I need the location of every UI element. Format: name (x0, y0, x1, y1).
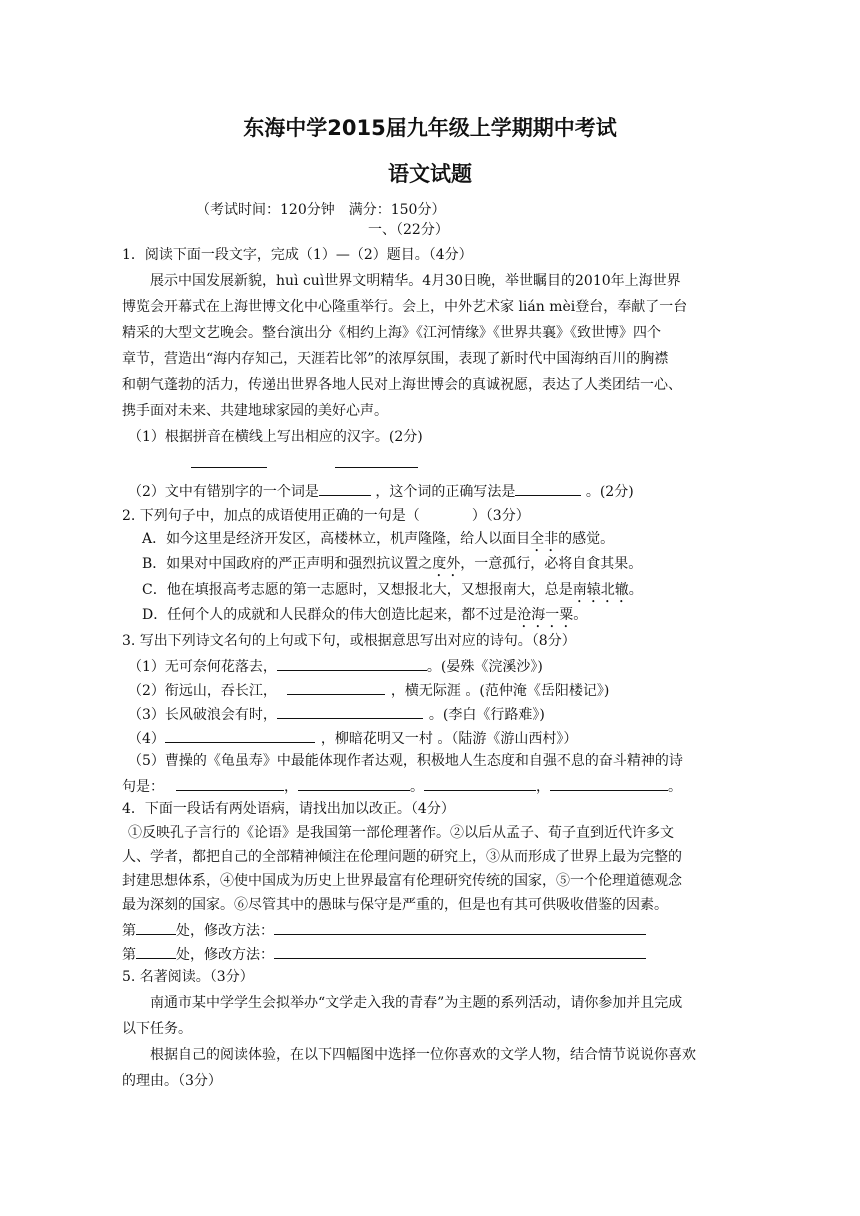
option-text: 的感觉。 (558, 531, 615, 547)
q3-blank[interactable] (424, 775, 536, 791)
q4-text: 处，修改方法： (176, 923, 274, 939)
q1-sub2-text: （2）文中有错别字的一个词是 (128, 484, 319, 500)
q4-blank-position[interactable] (136, 943, 176, 959)
q4-fix-line-1 (122, 919, 646, 941)
q1-passage-line: 和朝气蓬勃的活力，传递出世界各地人民对上海世博会的真诚祝愿，表达了人类团结一心、 (122, 377, 682, 393)
q3-text: ， (536, 779, 550, 795)
option-text: 。 (628, 582, 643, 598)
q3-blank[interactable] (165, 727, 315, 743)
q2-stem-text: 2. 下列句子中，加点的成语使用正确的一句是（ (122, 508, 420, 524)
option-text: ，一意孤行，必将自食其果。 (460, 556, 643, 572)
q3-text: 。(李白《行路难》) (428, 707, 545, 723)
q5-paragraph-line: 以下任务。 (122, 1021, 192, 1037)
q1-passage-line: 章节，营造出“海内存知己，天涯若比邻”的浓厚氛围，表现了新时代中国海纳百川的胸襟 (122, 351, 669, 367)
q2-option-c (142, 580, 643, 606)
q3-text: 。 (410, 779, 424, 795)
q2-option-a (142, 529, 614, 555)
q4-blank-fix[interactable] (274, 919, 646, 935)
q1-passage-line: 博览会开幕式在上海世博文化中心隆重举行。会上，中外艺术家 lián mèi登台，奉献了一台 (122, 299, 688, 315)
q4-text-line: 人、学者，都把自己的全部精神倾注在伦理问题的研究上，③从而形成了世界上最为完整的 (122, 849, 682, 865)
q3-line-5: （5）曹操的《龟虽寿》中最能体现作者达观，积极地人生态度和自强不息的奋斗精神的诗 (128, 753, 683, 769)
q3-text: 。 (668, 779, 682, 795)
q3-line-4 (128, 727, 577, 749)
q3-text: （1）无可奈何花落去， (128, 659, 277, 675)
q3-text: （3）长风破浪会有时， (128, 707, 277, 723)
option-dotted-idiom: 度外 (432, 556, 461, 572)
q5-paragraph-line: 的理由。（3分） (122, 1073, 222, 1089)
q3-text: （4） (128, 731, 165, 747)
exam-subtitle: 语文试题 (388, 162, 472, 186)
q1-sub2-text: 。(2分) (585, 484, 634, 500)
q1-sub2-blank-2[interactable] (515, 480, 581, 496)
q3-text: （2）衔远山，吞长江， (128, 683, 277, 699)
q1-blank-2[interactable] (335, 452, 418, 474)
q3-line-2 (128, 679, 609, 701)
q3-line-6 (122, 775, 682, 797)
q1-passage-line: 携手面对未来、共建地球家园的美好心声。 (122, 403, 388, 419)
q3-text: 句是： (122, 779, 164, 795)
q3-blank[interactable] (287, 679, 385, 695)
q1-sub2-text: ，这个词的正确写法是 (375, 484, 516, 500)
q5-paragraph-line: 根据自己的阅读体验，在以下四幅图中选择一位你喜欢的文学人物，结合情节说说你喜欢 (150, 1047, 696, 1063)
section-heading: 一、（22分） (368, 222, 449, 238)
q2-option-d (142, 605, 587, 631)
q1-sub1: （1）根据拼音在横线上写出相应的汉字。(2分) (128, 429, 423, 445)
q3-line-3 (128, 703, 545, 725)
exam-title: 东海中学2015届九年级上学期期中考试 (243, 116, 617, 140)
q3-text: ，横无际涯 。(范仲淹《岳阳楼记》) (390, 683, 610, 699)
q3-stem: 3. 写出下列诗文名句的上句或下句，或根据意思写出对应的诗句。（8分） (122, 633, 576, 649)
option-text: B．如果对中国政府的严正声明和强烈抗议置之 (142, 556, 433, 572)
q4-text: 处，修改方法： (176, 947, 274, 963)
q3-blank[interactable] (277, 703, 423, 719)
q3-blank[interactable] (550, 775, 668, 791)
q1-sub2-blank-1[interactable] (319, 480, 371, 496)
q3-blank[interactable] (298, 775, 410, 791)
exam-info: （考试时间：120分钟 满分：150分） (196, 202, 446, 218)
option-text: D．任何个人的成就和人民群众的伟大创造比起来，都不过是 (142, 607, 518, 623)
q3-blank[interactable] (277, 655, 427, 671)
q4-blank-position[interactable] (136, 919, 176, 935)
q4-blank-fix[interactable] (274, 943, 646, 959)
option-text: 。 (573, 607, 588, 623)
q2-stem (122, 506, 530, 526)
q4-text-line: 封建思想体系，④使中国成为历史上世界最富有伦理研究传统的国家，⑤一个伦理道德观念 (122, 873, 682, 889)
q3-text: 。(晏殊《浣溪沙》) (426, 659, 543, 675)
q3-blank[interactable] (176, 775, 284, 791)
q5-stem: 5. 名著阅读。（3分） (122, 969, 254, 985)
option-text: C．他在填报高考志愿的第一志愿时，又想报北大，又想报南大，总是 (142, 582, 573, 598)
q3-line-1 (128, 655, 543, 677)
q4-stem: 4．下面一段话有两处语病，请找出加以改正。（4分） (122, 801, 455, 817)
q4-text-line: ①反映孔子言行的《论语》是我国第一部伦理著作。②以后从孟子、荀子直到近代许多文 (128, 825, 674, 841)
q1-blank-1[interactable] (191, 452, 267, 474)
q3-text: ， (284, 779, 298, 795)
q2-option-b (142, 554, 642, 580)
q4-text-line: 最为深刻的国家。⑥尽管其中的愚昧与保守是严重的，但是也有其可供吸收借鉴的因素。 (122, 897, 668, 913)
q4-fix-line-2 (122, 943, 646, 965)
q3-text: ，柳暗花明又一村 。（陆游《游山西村》） (320, 731, 578, 747)
q1-sub2 (128, 480, 634, 502)
q1-passage-line: 精采的大型文艺晚会。整台演出分《相约上海》《江河情缘》《世界共襄》《致世博》四个 (122, 325, 661, 341)
option-dotted-idiom: 全非 (530, 531, 559, 547)
q4-text: 第 (122, 947, 136, 963)
q2-stem-text: ）（3分） (471, 508, 530, 524)
q5-paragraph-line: 南通市某中学学生会拟举办“文学走入我的青春”为主题的系列活动，请你参加并且完成 (150, 995, 683, 1011)
option-dotted-idiom: 南辕北辙 (572, 582, 629, 598)
q4-text: 第 (122, 923, 136, 939)
q1-passage-line: 展示中国发展新貌，huì cuì世界文明精华。4月30日晚，举世瞩目的2010年上海世界 (150, 273, 681, 289)
option-dotted-idiom: 沧海一粟 (517, 607, 574, 623)
option-text: A．如今这里是经济开发区，高楼林立，机声隆隆，给人以面目 (142, 531, 531, 547)
q1-stem: 1．阅读下面一段文字，完成（1）—（2）题目。（4分） (122, 247, 473, 263)
